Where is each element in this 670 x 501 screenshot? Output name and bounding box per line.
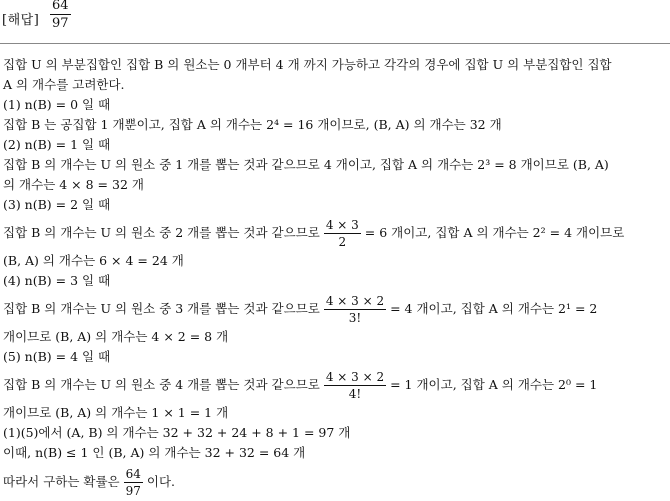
- fraction-numerator: 64: [125, 467, 141, 481]
- solution-line: 이때, n(B) ≤ 1 인 (B, A) 의 개수는 32 + 32 = 64 개: [3, 445, 306, 460]
- line-text-after: = 6 개이고, 집합 A 의 개수는 2² = 4 개이므로: [360, 225, 625, 240]
- solution-line: (1) n(B) = 0 일 때: [3, 97, 111, 112]
- solution-line: [3, 367, 667, 403]
- fraction: [324, 371, 386, 400]
- fraction-denominator: 97: [125, 484, 141, 498]
- solution-line: (4) n(B) = 3 일 때: [3, 273, 111, 288]
- answer-numerator: 64: [52, 0, 69, 13]
- answer-fraction: [50, 0, 71, 30]
- solution-line: (5) n(B) = 4 일 때: [3, 349, 111, 364]
- fraction-denominator: 3!: [348, 311, 362, 325]
- solution-line: 개이므로 (B, A) 의 개수는 4 × 2 = 8 개: [3, 329, 229, 344]
- solution-line: [3, 291, 667, 327]
- answer-tag: [해답]: [2, 13, 40, 28]
- solution-line: [3, 215, 667, 251]
- solution-line: 집합 B 는 공집합 1 개뿐이고, 집합 A 의 개수는 2⁴ = 16 개이므로, (B, A) 의 개수는 32 개: [3, 117, 502, 132]
- answer-denominator: 97: [52, 16, 69, 31]
- solution-line: (2) n(B) = 1 일 때: [3, 137, 111, 152]
- solution-line: (3) n(B) = 2 일 때: [3, 197, 111, 212]
- solution-line: A 의 개수를 고려한다.: [3, 77, 125, 92]
- fraction-denominator: 4!: [348, 387, 362, 401]
- line-text-after: 이다.: [142, 474, 175, 489]
- solution-line: 집합 U 의 부분집합인 집합 B 의 원소는 0 개부터 4 개 까지 가능하고 각각의 경우에 집합 U 의 부분집합인 집합: [3, 57, 612, 72]
- fraction: [124, 468, 143, 497]
- line-text-before: 따라서 구하는 확률은: [3, 474, 124, 489]
- fraction-numerator: 4 × 3: [325, 218, 359, 232]
- line-text-after: = 1 개이고, 집합 A 의 개수는 2⁰ = 1: [386, 377, 598, 392]
- solution-line: 의 개수는 4 × 8 = 32 개: [3, 177, 144, 192]
- solution-line: [3, 463, 667, 501]
- solution-line: (B, A) 의 개수는 6 × 4 = 24 개: [3, 253, 184, 268]
- fraction: [324, 219, 361, 248]
- line-text-after: = 4 개이고, 집합 A 의 개수는 2¹ = 2: [386, 301, 598, 316]
- solution-line: (1)(5)에서 (A, B) 의 개수는 32 + 32 + 24 + 8 + 1 = 97 개: [3, 425, 351, 440]
- line-text-before: 집합 B 의 개수는 U 의 원소 중 3 개를 뽑는 것과 같으므로: [3, 301, 324, 316]
- solution-line: 집합 B 의 개수는 U 의 원소 중 1 개를 뽑는 것과 같으므로 4 개이고, 집합 A 의 개수는 2³ = 8 개이므로 (B, A): [3, 157, 609, 172]
- line-text-before: 집합 B 의 개수는 U 의 원소 중 4 개를 뽑는 것과 같으므로: [3, 377, 324, 392]
- fraction-denominator: 2: [338, 235, 347, 249]
- divider: [0, 43, 670, 44]
- answer-header: [2, 0, 662, 34]
- solution-line: 개이므로 (B, A) 의 개수는 1 × 1 = 1 개: [3, 405, 229, 420]
- line-text-before: 집합 B 의 개수는 U 의 원소 중 2 개를 뽑는 것과 같으므로: [3, 225, 324, 240]
- fraction-numerator: 4 × 3 × 2: [325, 294, 385, 308]
- fraction-numerator: 4 × 3 × 2: [325, 370, 385, 384]
- solution-body: [3, 55, 667, 501]
- fraction: [324, 295, 386, 324]
